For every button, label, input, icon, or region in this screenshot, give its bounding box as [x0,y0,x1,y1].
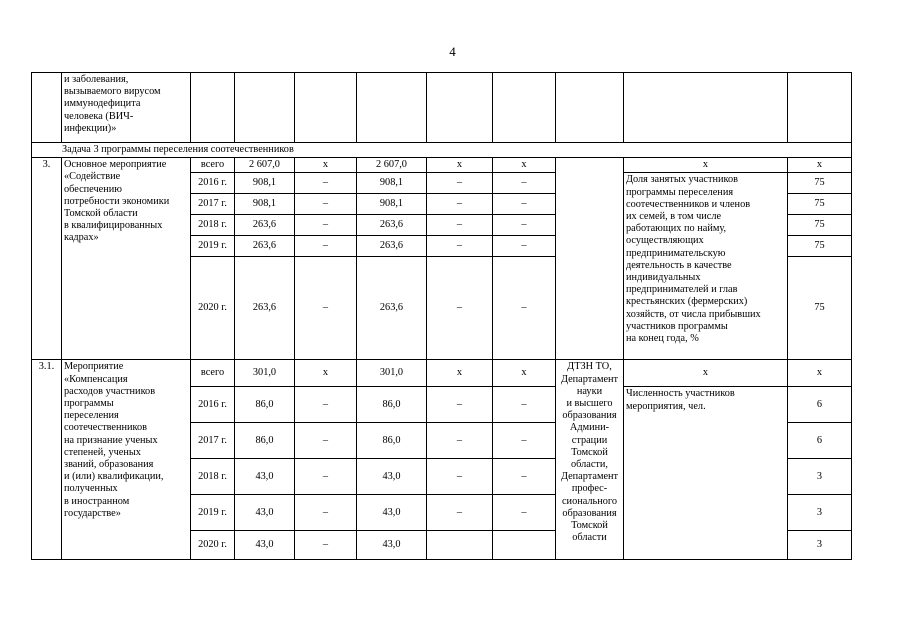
table-row: 2017 г. 86,0 – 86,0 – – 6 [32,423,852,459]
indicator-text: Численность участников мероприятия, чел. [624,387,788,560]
table-row: 2018 г. 43,0 – 43,0 – – 3 [32,459,852,495]
value-header: х [788,360,852,387]
table-row: 2020 г. 43,0 – 43,0 3 [32,531,852,560]
table-row: 2018 г. 263,6 – 263,6 – – 75 [32,215,852,236]
table-row: 2017 г. 908,1 – 908,1 – – 75 [32,194,852,215]
task-heading: Задача 3 программы переселения соотечественников [32,143,852,158]
indicator-header: х [624,158,788,173]
table-row [32,143,852,158]
indicator-header: х [624,360,788,387]
indicator-text: Доля занятых участников программы переселения соотечественников и членов их семей, в том числе работающих по найму, осуществляющих предпринимательскую деятельность в качестве индивидуальных предпринимателей и глав крестьянских (фермерских) хозяйств, от числа прибывших участников программы на конец года, % [624,173,788,360]
table-row: 3. Основное мероприятие «Содействие обеспечению потребности экономики Томской области в квалифицированных кадрах» всего 2 607,0 х 2 607,0 х х х х [32,158,852,173]
program-table [31,72,852,560]
table-row: 2020 г. 263,6 – 263,6 – – 75 [32,257,852,360]
table-row: 2016 г. 908,1 – 908,1 – – Доля занятых участников программы переселения соотечественников и членов их семей, в том числе работающих по найму, осуществляющих предпринимательскую деятельность в качестве индивидуальных предпринимателей и глав крестьянских (фермерских) хозяйств, от числа прибывших участников программы на конец года, % 75 [32,173,852,194]
table-row: 2019 г. 263,6 – 263,6 – – 75 [32,236,852,257]
measure-name: Мероприятие «Компенсация расходов участников программы переселения соотечественников на признание ученых степеней, ученых званий, образования и (или) квалификации, полученных в иностранном государстве» [62,360,191,560]
table-row: 3.1. Мероприятие «Компенсация расходов участников программы переселения соотечественников на признание ученых степеней, ученых званий, образования и (или) квалификации, полученных в иностранном государстве» всего 301,0 х 301,0 х х ДТЗН ТО, Департамент науки и высшего образования Админи- страции Томской области, Департамент профес- сионального образования Томской области х х [32,360,852,387]
executor-cell: ДТЗН ТО, Департамент науки и высшего образования Админи- страции Томской области, Департамент профес- сионального образования Томской области [556,360,624,560]
table-row [32,73,852,143]
value-header: х [788,158,852,173]
row-number: 3. [32,158,62,360]
measure-name: Основное мероприятие «Содействие обеспечению потребности экономики Томской области в квалифицированных кадрах» [62,158,191,360]
row-number: 3.1. [32,360,62,560]
table-row: 2016 г. 86,0 – 86,0 – – Численность участников мероприятия, чел. 6 [32,387,852,423]
executor-cell [556,158,624,360]
table-row: 2019 г. 43,0 – 43,0 – – 3 [32,495,852,531]
measure-name-cont: и заболевания, вызываемого вирусом иммунодефицита человека (ВИЧ- инфекции)» [62,73,191,143]
page-number: 4 [449,44,456,59]
